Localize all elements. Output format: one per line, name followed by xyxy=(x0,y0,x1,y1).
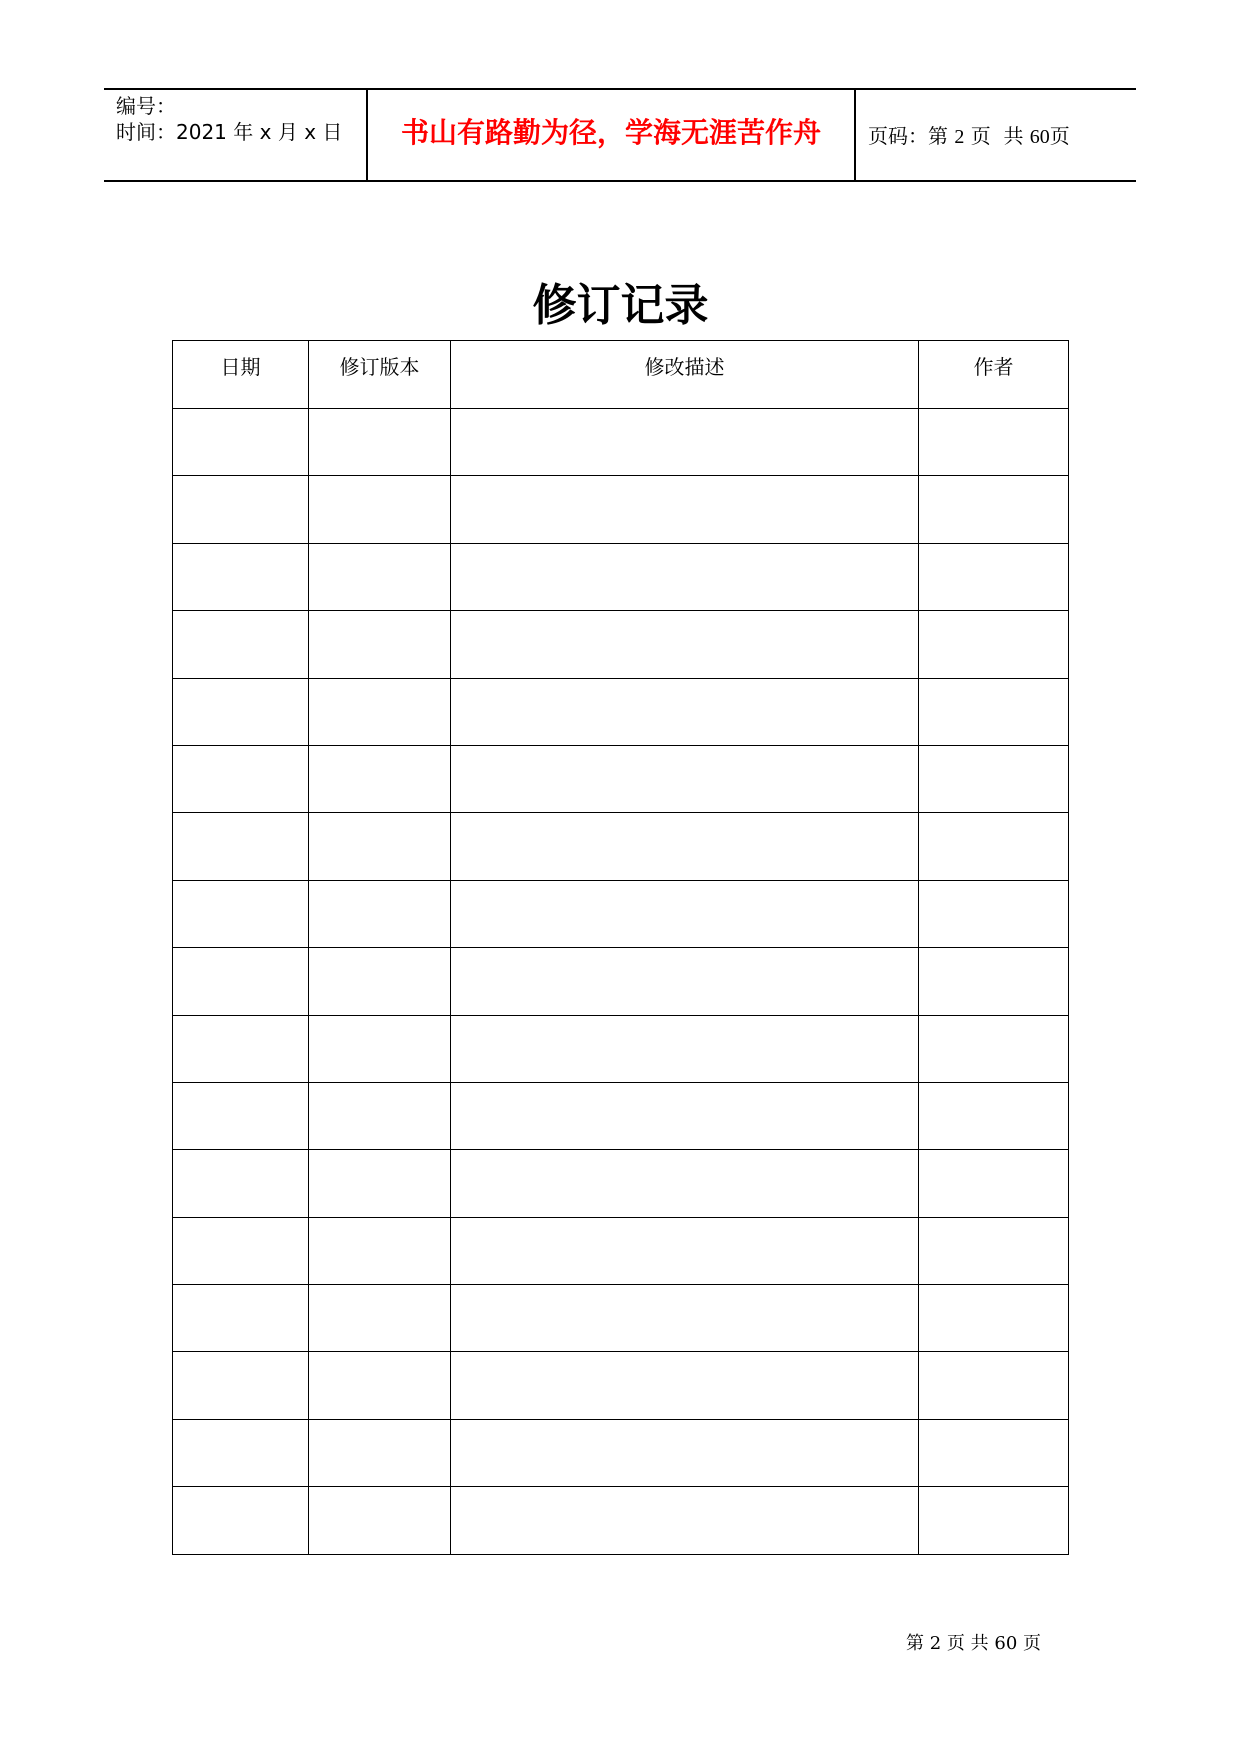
cell-date[interactable] xyxy=(173,813,309,880)
cell-version[interactable] xyxy=(309,1419,451,1486)
cell-description[interactable] xyxy=(451,1419,919,1486)
table-row xyxy=(173,1015,1069,1082)
cell-date[interactable] xyxy=(173,409,309,476)
cell-description[interactable] xyxy=(451,948,919,1015)
cell-date[interactable] xyxy=(173,1419,309,1486)
table-header-row xyxy=(173,341,1069,409)
cell-date[interactable] xyxy=(173,1015,309,1082)
table-row xyxy=(173,880,1069,947)
cell-description[interactable] xyxy=(451,813,919,880)
cell-description[interactable] xyxy=(451,880,919,947)
cell-description[interactable] xyxy=(451,1285,919,1352)
cell-author[interactable] xyxy=(919,948,1069,1015)
footer-current: 2 xyxy=(929,1633,942,1654)
table-row xyxy=(173,1217,1069,1284)
footer-total-prefix: 共 xyxy=(970,1633,989,1654)
time-month-unit: 月 xyxy=(277,120,298,144)
cell-author[interactable] xyxy=(919,476,1069,543)
footer-total-unit: 页 xyxy=(1023,1633,1042,1654)
time-day: x xyxy=(304,120,317,144)
header-page-cell xyxy=(856,90,1136,180)
cell-author[interactable] xyxy=(919,1082,1069,1149)
page-total: 60 xyxy=(1029,126,1050,148)
cell-version[interactable] xyxy=(309,543,451,610)
cell-date[interactable] xyxy=(173,948,309,1015)
footer-prefix: 第 xyxy=(906,1633,924,1654)
table-body xyxy=(173,409,1069,1555)
table-row xyxy=(173,1150,1069,1217)
cell-description[interactable] xyxy=(451,1150,919,1217)
cell-author[interactable] xyxy=(919,611,1069,678)
cell-author[interactable] xyxy=(919,1217,1069,1284)
cell-description[interactable] xyxy=(451,543,919,610)
cell-date[interactable] xyxy=(173,476,309,543)
cell-version[interactable] xyxy=(309,813,451,880)
cell-date[interactable] xyxy=(173,611,309,678)
cell-description[interactable] xyxy=(451,745,919,812)
table-row xyxy=(173,543,1069,610)
page-header xyxy=(104,88,1136,182)
cell-date[interactable] xyxy=(173,1285,309,1352)
cell-author[interactable] xyxy=(919,745,1069,812)
cell-date[interactable] xyxy=(173,678,309,745)
cell-version[interactable] xyxy=(309,476,451,543)
header-meta-cell xyxy=(104,90,368,180)
cell-author[interactable] xyxy=(919,1285,1069,1352)
cell-date[interactable] xyxy=(173,1487,309,1554)
cell-version[interactable] xyxy=(309,948,451,1015)
cell-date[interactable] xyxy=(173,880,309,947)
column-header-version: 修订版本 xyxy=(309,341,451,409)
cell-author[interactable] xyxy=(919,1487,1069,1554)
table-row xyxy=(173,476,1069,543)
cell-author[interactable] xyxy=(919,678,1069,745)
table-row xyxy=(173,1487,1069,1554)
page-code xyxy=(868,123,1070,150)
column-header-author: 作者 xyxy=(919,341,1069,409)
cell-description[interactable] xyxy=(451,1217,919,1284)
cell-version[interactable] xyxy=(309,1150,451,1217)
cell-description[interactable] xyxy=(451,409,919,476)
cell-version[interactable] xyxy=(309,678,451,745)
cell-date[interactable] xyxy=(173,1082,309,1149)
cell-description[interactable] xyxy=(451,476,919,543)
table-row xyxy=(173,1082,1069,1149)
page-total-prefix: 共 xyxy=(1003,124,1024,148)
cell-description[interactable] xyxy=(451,678,919,745)
table-row xyxy=(173,948,1069,1015)
time-label: 时间： xyxy=(116,120,176,144)
cell-author[interactable] xyxy=(919,543,1069,610)
cell-version[interactable] xyxy=(309,1285,451,1352)
time-year: 2021 xyxy=(176,120,227,144)
cell-version[interactable] xyxy=(309,1015,451,1082)
cell-description[interactable] xyxy=(451,1082,919,1149)
page-title: 修订记录 xyxy=(532,280,709,331)
cell-description[interactable] xyxy=(451,611,919,678)
cell-date[interactable] xyxy=(173,543,309,610)
cell-version[interactable] xyxy=(309,745,451,812)
cell-author[interactable] xyxy=(919,1150,1069,1217)
cell-version[interactable] xyxy=(309,611,451,678)
footer-total: 60 xyxy=(994,1633,1018,1654)
page-unit: 页 xyxy=(970,124,991,148)
time-year-unit: 年 xyxy=(233,120,254,144)
cell-author[interactable] xyxy=(919,1352,1069,1419)
cell-author[interactable] xyxy=(919,813,1069,880)
column-header-description: 修改描述 xyxy=(451,341,919,409)
motto-text: 书山有路勤为径，学海无涯苦作舟 xyxy=(400,116,821,149)
table-row xyxy=(173,1419,1069,1486)
cell-version[interactable] xyxy=(309,880,451,947)
cell-description[interactable] xyxy=(451,1487,919,1554)
page-total-unit: 页 xyxy=(1049,124,1070,148)
time-line xyxy=(116,120,342,144)
cell-author[interactable] xyxy=(919,409,1069,476)
table-row xyxy=(173,611,1069,678)
table-row xyxy=(173,813,1069,880)
page-prefix: 第 xyxy=(928,124,948,148)
cell-author[interactable] xyxy=(919,1419,1069,1486)
cell-description[interactable] xyxy=(451,1352,919,1419)
table-row xyxy=(173,1352,1069,1419)
cell-description[interactable] xyxy=(451,1015,919,1082)
header-motto-cell xyxy=(368,90,856,180)
time-day-unit: 日 xyxy=(322,120,343,144)
cell-version[interactable] xyxy=(309,409,451,476)
cell-date[interactable] xyxy=(173,745,309,812)
page-current: 2 xyxy=(954,126,965,148)
footer-unit: 页 xyxy=(946,1633,965,1654)
time-month: x xyxy=(259,120,272,144)
cell-version[interactable] xyxy=(309,1352,451,1419)
table-row xyxy=(173,409,1069,476)
page-code-label: 页码： xyxy=(868,124,928,148)
page-footer xyxy=(906,1632,1041,1656)
serial-number-label: 编号： xyxy=(116,94,176,118)
cell-date[interactable] xyxy=(173,1217,309,1284)
cell-date[interactable] xyxy=(173,1150,309,1217)
cell-date[interactable] xyxy=(173,1352,309,1419)
column-header-date: 日期 xyxy=(173,341,309,409)
revision-table xyxy=(172,340,1069,1555)
table-row xyxy=(173,745,1069,812)
cell-author[interactable] xyxy=(919,1015,1069,1082)
cell-version[interactable] xyxy=(309,1487,451,1554)
cell-version[interactable] xyxy=(309,1217,451,1284)
table-row xyxy=(173,1285,1069,1352)
table-row xyxy=(173,678,1069,745)
cell-version[interactable] xyxy=(309,1082,451,1149)
cell-author[interactable] xyxy=(919,880,1069,947)
